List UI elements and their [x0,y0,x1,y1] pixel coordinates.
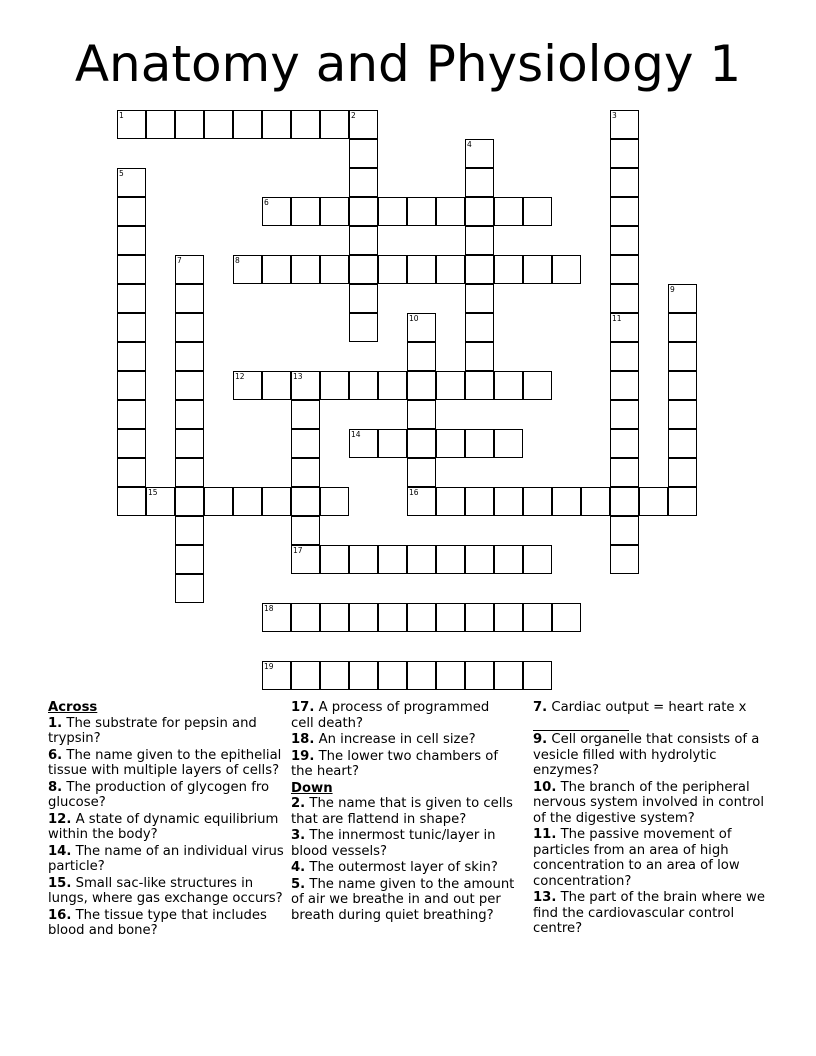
grid-cell[interactable] [349,661,378,690]
grid-cell[interactable] [117,284,146,313]
grid-cell[interactable] [349,371,378,400]
grid-cell[interactable] [349,313,378,342]
grid-cell[interactable] [117,429,146,458]
grid-cell[interactable] [175,545,204,574]
grid-cell[interactable] [436,545,465,574]
grid-cell[interactable] [291,371,320,400]
grid-cell[interactable] [465,197,494,226]
clue-across-15: 15. Small sac-like structures in lungs, where gas exchange occurs? [48,875,283,906]
clue-across-14: 14. The name of an individual virus particle? [48,843,284,874]
grid-cell[interactable] [262,110,291,139]
grid-cell[interactable] [262,603,291,632]
grid-cell[interactable] [610,516,639,545]
grid-cell[interactable] [291,429,320,458]
clue-down-5: 5. The name given to the amount of air we breathe in and out per breath during quiet breathing? [291,876,515,923]
grid-cell[interactable] [117,342,146,371]
grid-cell[interactable] [407,603,436,632]
grid-cell[interactable] [320,603,349,632]
grid-cell[interactable] [494,255,523,284]
clue-across-18: 18. An increase in cell size? [291,732,476,747]
grid-cell[interactable] [175,284,204,313]
grid-cell[interactable] [465,168,494,197]
cell-number: 10 [409,314,419,323]
grid-cell[interactable] [465,226,494,255]
grid-cell[interactable] [523,371,552,400]
puzzle-title: Anatomy and Physiology 1 [74,35,742,93]
cell-number: 4 [467,140,472,149]
grid-cell[interactable] [175,371,204,400]
grid-cell[interactable] [610,168,639,197]
grid-cell[interactable] [291,197,320,226]
grid-cell[interactable] [407,255,436,284]
grid-cell[interactable] [262,487,291,516]
grid-cell[interactable] [146,110,175,139]
grid-cell[interactable] [523,255,552,284]
grid-cell[interactable] [349,110,378,139]
across-heading: Across [48,700,98,715]
grid-cell[interactable] [494,661,523,690]
grid-cell[interactable] [175,255,204,284]
clue-down-10: 10. The branch of the peripheral nervous system involved in control of the digestive system? [533,779,765,826]
grid-cell[interactable] [117,110,146,139]
grid-cell[interactable] [465,139,494,168]
grid-cell[interactable] [494,197,523,226]
grid-cell[interactable] [291,487,320,516]
grid-cell[interactable] [175,313,204,342]
grid-cell[interactable] [175,429,204,458]
clue-across-6: 6. The name given to the epithelial tissue with multiple layers of cells? [48,747,282,778]
cell-number: 13 [293,372,303,381]
grid-cell[interactable] [204,110,233,139]
grid-cell[interactable] [378,661,407,690]
down-heading: Down [291,780,333,796]
grid-cell[interactable] [610,284,639,313]
answer-blank [533,717,629,731]
grid-cell[interactable] [117,400,146,429]
grid-cell[interactable] [378,603,407,632]
grid-cell[interactable] [523,545,552,574]
grid-cell[interactable] [436,197,465,226]
grid-cell[interactable] [349,197,378,226]
grid-cell[interactable] [291,110,320,139]
grid-cell[interactable] [349,284,378,313]
grid-cell[interactable] [668,400,697,429]
grid-cell[interactable] [610,226,639,255]
clues-column-2 [291,700,516,924]
grid-cell[interactable] [610,458,639,487]
grid-cell[interactable] [117,168,146,197]
grid-cell[interactable] [175,487,204,516]
grid-cell[interactable] [233,371,262,400]
grid-cell[interactable] [262,255,291,284]
grid-cell[interactable] [378,255,407,284]
grid-cell[interactable] [117,371,146,400]
grid-cell[interactable] [494,371,523,400]
clue-across-19: 19. The lower two chambers of the heart? [291,748,498,779]
grid-cell[interactable] [349,603,378,632]
clue-down-3: 3. The innermost tunic/layer in blood vessels? [291,828,496,859]
grid-cell[interactable] [436,661,465,690]
grid-cell[interactable] [494,487,523,516]
grid-cell[interactable] [175,400,204,429]
grid-cell[interactable] [436,487,465,516]
grid-cell[interactable] [291,603,320,632]
grid-cell[interactable] [407,661,436,690]
grid-cell[interactable] [668,458,697,487]
grid-cell[interactable] [349,139,378,168]
clue-across-1: 1. The substrate for pepsin and trypsin? [48,715,257,746]
grid-cell[interactable] [668,313,697,342]
cell-number: 2 [351,111,356,120]
grid-cell[interactable] [610,545,639,574]
grid-cell[interactable] [465,313,494,342]
grid-cell[interactable] [291,545,320,574]
clue-down-9: 9. Cell organelle that consists of a vesicle filled with hydrolytic enzymes? [533,732,760,778]
grid-cell[interactable] [465,342,494,371]
cell-number: 1 [119,111,124,120]
grid-cell[interactable] [523,197,552,226]
grid-cell[interactable] [407,197,436,226]
clue-down-11: 11. The passive movement of particles from an area of high concentration to an area of low concentration? [533,827,740,889]
grid-cell[interactable] [523,603,552,632]
grid-cell[interactable] [465,545,494,574]
grid-cell[interactable] [610,255,639,284]
grid-cell[interactable] [407,545,436,574]
grid-cell[interactable] [291,255,320,284]
grid-cell[interactable] [407,458,436,487]
grid-cell[interactable] [320,487,349,516]
grid-cell[interactable] [494,429,523,458]
grid-cell[interactable] [291,661,320,690]
grid-cell[interactable] [552,487,581,516]
grid-cell[interactable] [378,371,407,400]
grid-cell[interactable] [523,661,552,690]
grid-cell[interactable] [465,284,494,313]
grid-cell[interactable] [117,313,146,342]
clue-down-4: 4. The outermost layer of skin? [291,860,498,875]
grid-cell[interactable] [204,487,233,516]
cell-number: 17 [293,546,303,555]
grid-cell[interactable] [117,487,146,516]
grid-cell[interactable] [117,226,146,255]
cell-number: 15 [148,488,158,497]
cell-number: 11 [612,314,622,323]
grid-cell[interactable] [581,487,610,516]
clue-down-13: 13. The part of the brain where we find the cardiovascular control centre? [533,890,765,936]
grid-cell[interactable] [175,342,204,371]
grid-cell[interactable] [175,516,204,545]
clues-column-1 [48,700,284,940]
grid-cell[interactable] [291,458,320,487]
grid-cell[interactable] [117,458,146,487]
cell-number: 19 [264,662,274,671]
grid-cell[interactable] [465,487,494,516]
grid-cell[interactable] [262,197,291,226]
grid-cell[interactable] [117,197,146,226]
clue-across-12: 12. A state of dynamic equilibrium within the body? [48,811,279,842]
grid-cell[interactable] [407,429,436,458]
grid-cell[interactable] [436,371,465,400]
grid-cell[interactable] [407,371,436,400]
grid-cell[interactable] [291,516,320,545]
grid-cell[interactable] [465,429,494,458]
grid-cell[interactable] [320,661,349,690]
grid-cell[interactable] [233,487,262,516]
grid-cell[interactable] [610,342,639,371]
grid-cell[interactable] [320,545,349,574]
grid-cell[interactable] [610,487,639,516]
grid-cell[interactable] [523,487,552,516]
cell-number: 6 [264,198,269,207]
grid-cell[interactable] [175,574,204,603]
grid-cell[interactable] [320,255,349,284]
cell-number: 8 [235,256,240,265]
clue-across-16: 16. The tissue type that includes blood and bone? [48,907,267,938]
cell-number: 3 [612,111,617,120]
grid-cell[interactable] [494,545,523,574]
grid-cell[interactable] [175,458,204,487]
grid-cell[interactable] [639,487,668,516]
grid-cell[interactable] [262,371,291,400]
grid-cell[interactable] [552,603,581,632]
cell-number: 7 [177,256,182,265]
grid-cell[interactable] [320,110,349,139]
cell-number: 9 [670,285,675,294]
grid-cell[interactable] [262,661,291,690]
grid-cell[interactable] [378,545,407,574]
grid-cell[interactable] [407,313,436,342]
grid-cell[interactable] [146,487,175,516]
grid-cell[interactable] [610,139,639,168]
grid-cell[interactable] [610,400,639,429]
clue-across-8: 8. The production of glycogen fro glucose? [48,779,270,810]
grid-cell[interactable] [465,603,494,632]
grid-cell[interactable] [407,487,436,516]
grid-cell[interactable] [378,429,407,458]
clue-down-7: 7. Cardiac output = heart rate x [533,700,773,731]
grid-cell[interactable] [668,487,697,516]
grid-cell[interactable] [668,284,697,313]
grid-cell[interactable] [117,255,146,284]
grid-cell[interactable] [552,255,581,284]
grid-cell[interactable] [436,255,465,284]
grid-cell[interactable] [175,110,204,139]
grid-cell[interactable] [349,255,378,284]
grid-cell[interactable] [233,110,262,139]
grid-cell[interactable] [465,255,494,284]
grid-cell[interactable] [349,226,378,255]
grid-cell[interactable] [668,429,697,458]
grid-cell[interactable] [407,400,436,429]
cell-number: 12 [235,372,245,381]
grid-cell[interactable] [233,255,262,284]
clue-down-2: 2. The name that is given to cells that are flattend in shape? [291,796,513,827]
grid-cell[interactable] [668,342,697,371]
grid-cell[interactable] [610,110,639,139]
grid-cell[interactable] [407,342,436,371]
grid-cell[interactable] [349,545,378,574]
cell-number: 18 [264,604,274,613]
grid-cell[interactable] [436,603,465,632]
grid-cell[interactable] [349,429,378,458]
grid-cell[interactable] [610,371,639,400]
cell-number: 16 [409,488,419,497]
cell-number: 5 [119,169,124,178]
grid-cell[interactable] [610,197,639,226]
grid-cell[interactable] [668,371,697,400]
grid-cell[interactable] [291,400,320,429]
cell-number: 14 [351,430,361,439]
clue-across-17: 17. A process of programmed cell death? [291,700,490,731]
grid-cell[interactable] [610,429,639,458]
clues-column-3 [533,700,773,938]
grid-cell[interactable] [378,197,407,226]
grid-cell[interactable] [436,429,465,458]
grid-cell[interactable] [320,197,349,226]
grid-cell[interactable] [465,371,494,400]
grid-cell[interactable] [320,371,349,400]
grid-cell[interactable] [494,603,523,632]
grid-cell[interactable] [610,313,639,342]
grid-cell[interactable] [349,168,378,197]
grid-cell[interactable] [465,661,494,690]
